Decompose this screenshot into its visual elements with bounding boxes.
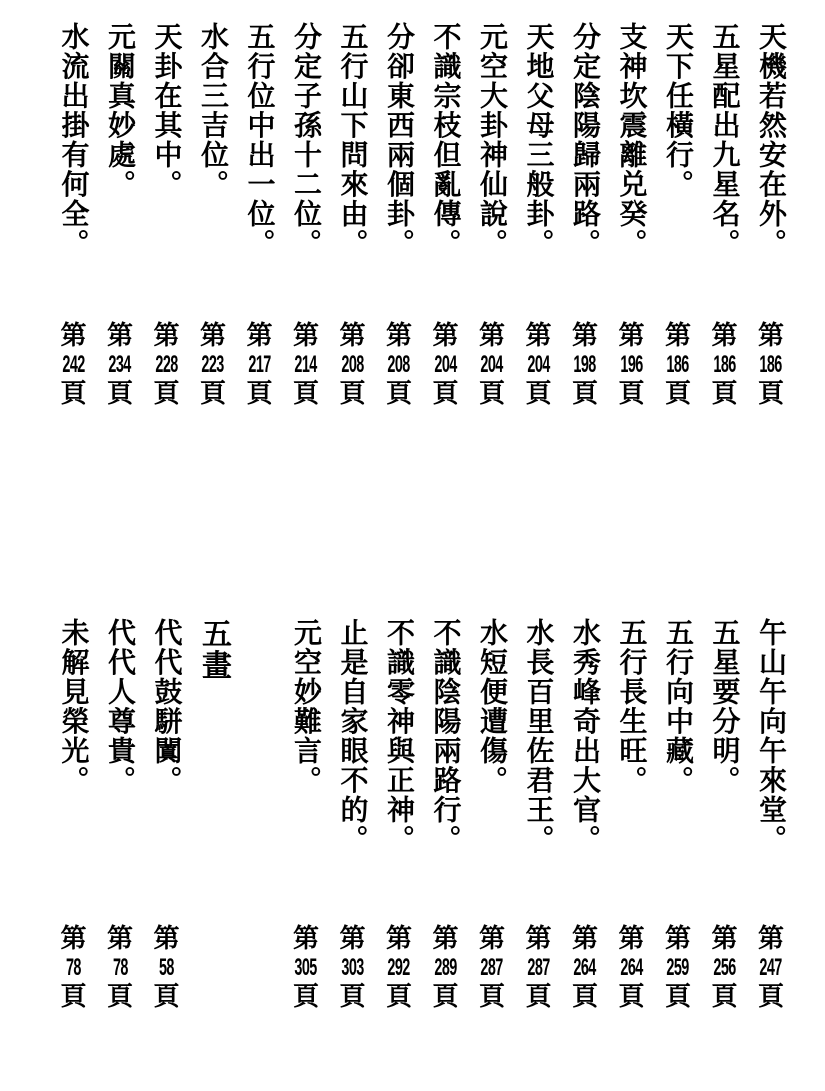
page-suffix: 頁: [339, 982, 366, 1012]
page-reference: [748, 322, 794, 408]
page-number: 204: [480, 351, 504, 378]
entry-text: 天地父母三般卦。: [522, 22, 556, 258]
page-reference: [655, 322, 701, 408]
entry-text: 五行山下問來由。: [336, 22, 370, 258]
page-suffix: 頁: [385, 379, 412, 409]
page-prefix: 第: [618, 924, 645, 954]
entry-text: 不識陰陽兩路行。: [429, 618, 463, 854]
entry-text: 五行向中藏。: [662, 618, 695, 795]
page-prefix: 第: [432, 321, 459, 351]
entry-text: 天機若然安在外。: [755, 22, 788, 258]
page-suffix: 頁: [618, 982, 645, 1012]
page-number: 198: [573, 351, 597, 378]
page-reference: [237, 322, 283, 408]
page-suffix: 頁: [711, 379, 738, 409]
page-suffix: 頁: [339, 379, 366, 409]
section-heading: 五畫: [196, 618, 231, 681]
page-prefix: 第: [292, 924, 319, 954]
page-suffix: 頁: [525, 982, 552, 1012]
page-number: 289: [434, 954, 457, 981]
page-prefix: 第: [571, 321, 598, 351]
page-number: 287: [480, 954, 504, 981]
page-reference: [562, 925, 608, 1011]
page-number: 196: [620, 351, 643, 378]
page-suffix: 頁: [432, 982, 459, 1012]
page-prefix: 第: [292, 321, 319, 351]
page-reference: [609, 925, 655, 1011]
page-prefix: 第: [525, 924, 552, 954]
page-number: 264: [620, 954, 643, 981]
page-suffix: 頁: [432, 379, 459, 409]
page-prefix: 第: [106, 924, 133, 954]
entry-text: 支神坎震離兑癸。: [615, 22, 649, 258]
page-suffix: 頁: [106, 379, 133, 409]
page-number: 303: [341, 954, 364, 981]
page-prefix: 第: [60, 924, 87, 954]
page-reference: [655, 925, 701, 1011]
page-number: 208: [387, 351, 411, 378]
page-reference: [516, 322, 562, 408]
page-suffix: 頁: [571, 982, 598, 1012]
page-number: 78: [66, 954, 81, 981]
entry-text: 五星要分明。: [708, 618, 742, 795]
page-reference: [702, 925, 748, 1011]
page-number: 58: [159, 954, 174, 981]
entry-text: 五行位中出一位。: [243, 22, 277, 258]
entry-text: 元空妙難言。: [290, 618, 323, 795]
page-prefix: 第: [153, 321, 180, 351]
page-suffix: 頁: [106, 982, 133, 1012]
page-number: 186: [666, 351, 690, 378]
entry-text: 元關真妙處。: [104, 22, 137, 199]
page-number: 305: [294, 954, 318, 981]
page-reference: [609, 322, 655, 408]
entry-text: 天下任橫行。: [662, 22, 695, 199]
page-reference: [283, 322, 329, 408]
page-prefix: 第: [711, 321, 738, 351]
page-suffix: 頁: [618, 379, 645, 409]
page-reference: [562, 322, 608, 408]
page-suffix: 頁: [292, 982, 319, 1012]
page-reference: [144, 322, 190, 408]
page-prefix: 第: [385, 924, 412, 954]
page-suffix: 頁: [711, 982, 738, 1012]
page-suffix: 頁: [199, 379, 226, 409]
entry-text: 分卻東西兩個卦。: [383, 22, 416, 258]
page-reference: [376, 925, 422, 1011]
page-number: 242: [62, 351, 85, 378]
page-prefix: 第: [757, 924, 784, 954]
entry-text: 水秀峰奇出大官。: [569, 618, 602, 854]
entry-text: 分定子孫十二位。: [290, 22, 323, 258]
page-reference: [469, 322, 515, 408]
entry-text: 代代鼓駢闐。: [150, 618, 184, 795]
entry-text: 午山午向午來堂。: [755, 618, 788, 854]
entry-text: 止是自家眼不的。: [336, 618, 370, 854]
page-reference: [97, 322, 143, 408]
page-suffix: 頁: [60, 379, 87, 409]
entry-text: 五星配出九星名。: [708, 22, 742, 258]
page-number: 259: [666, 954, 690, 981]
page-suffix: 頁: [246, 379, 273, 409]
page-reference: [376, 322, 422, 408]
page-suffix: 頁: [757, 379, 784, 409]
page-prefix: 第: [478, 924, 505, 954]
page-prefix: 第: [525, 321, 552, 351]
page-suffix: 頁: [478, 982, 505, 1012]
page-suffix: 頁: [664, 982, 691, 1012]
page-number: 247: [759, 954, 783, 981]
page-number: 208: [341, 351, 364, 378]
page-number: 292: [387, 954, 411, 981]
page-reference: [330, 322, 376, 408]
page-number: 287: [527, 954, 550, 981]
page-prefix: 第: [664, 321, 691, 351]
page-prefix: 第: [60, 321, 87, 351]
page-prefix: 第: [618, 321, 645, 351]
page-suffix: 頁: [153, 379, 180, 409]
entry-text: 天卦在其中。: [150, 22, 184, 199]
page-reference: [423, 925, 469, 1011]
page-prefix: 第: [432, 924, 459, 954]
entry-text: 不識零神與正神。: [383, 618, 416, 854]
page-suffix: 頁: [757, 982, 784, 1012]
page-prefix: 第: [757, 321, 784, 351]
page-reference: [330, 925, 376, 1011]
page-number: 204: [527, 351, 550, 378]
page-reference: [423, 322, 469, 408]
page-prefix: 第: [664, 924, 691, 954]
page-suffix: 頁: [664, 379, 691, 409]
page-prefix: 第: [246, 321, 273, 351]
entry-text: 分定陰陽歸兩路。: [569, 22, 602, 258]
entry-text: 水流出掛有何全。: [57, 22, 91, 258]
page-reference: [51, 322, 97, 408]
page-prefix: 第: [339, 924, 366, 954]
page-suffix: 頁: [153, 982, 180, 1012]
page-number: 186: [759, 351, 783, 378]
page-prefix: 第: [106, 321, 133, 351]
entry-text: 不識宗枝但亂傳。: [429, 22, 463, 258]
page-prefix: 第: [478, 321, 505, 351]
page-number: 217: [248, 351, 271, 378]
page-reference: [51, 925, 97, 1011]
page-number: 234: [108, 351, 132, 378]
page-prefix: 第: [711, 924, 738, 954]
page-reference: [702, 322, 748, 408]
page-number: 264: [573, 954, 597, 981]
entry-text: 未解見榮光。: [57, 618, 91, 795]
page-number: 204: [434, 351, 457, 378]
page-suffix: 頁: [571, 379, 598, 409]
entry-text: 代代人尊貴。: [104, 618, 137, 795]
page-suffix: 頁: [525, 379, 552, 409]
page-number: 214: [294, 351, 318, 378]
page-suffix: 頁: [60, 982, 87, 1012]
entry-text: 元空大卦神仙說。: [476, 22, 509, 258]
entry-text: 水短便遭傷。: [476, 618, 509, 795]
page-reference: [516, 925, 562, 1011]
page-prefix: 第: [339, 321, 366, 351]
page-number: 228: [155, 351, 178, 378]
page-prefix: 第: [385, 321, 412, 351]
page-suffix: 頁: [478, 379, 505, 409]
page-reference: [469, 925, 515, 1011]
page-reference: [190, 322, 236, 408]
page-number: 256: [713, 954, 736, 981]
page-reference: [283, 925, 329, 1011]
entry-text: 水長百里佐君王。: [522, 618, 556, 854]
page-reference: [97, 925, 143, 1011]
page-suffix: 頁: [292, 379, 319, 409]
page-prefix: 第: [571, 924, 598, 954]
page-prefix: 第: [199, 321, 226, 351]
page-number: 78: [112, 954, 128, 981]
page-reference: [144, 925, 190, 1011]
page-reference: [748, 925, 794, 1011]
entry-text: 水合三吉位。: [197, 22, 230, 199]
page-number: 186: [713, 351, 736, 378]
page-suffix: 頁: [385, 982, 412, 1012]
page-number: 223: [201, 351, 225, 378]
page-prefix: 第: [153, 924, 180, 954]
entry-text: 五行長生旺。: [615, 618, 649, 795]
